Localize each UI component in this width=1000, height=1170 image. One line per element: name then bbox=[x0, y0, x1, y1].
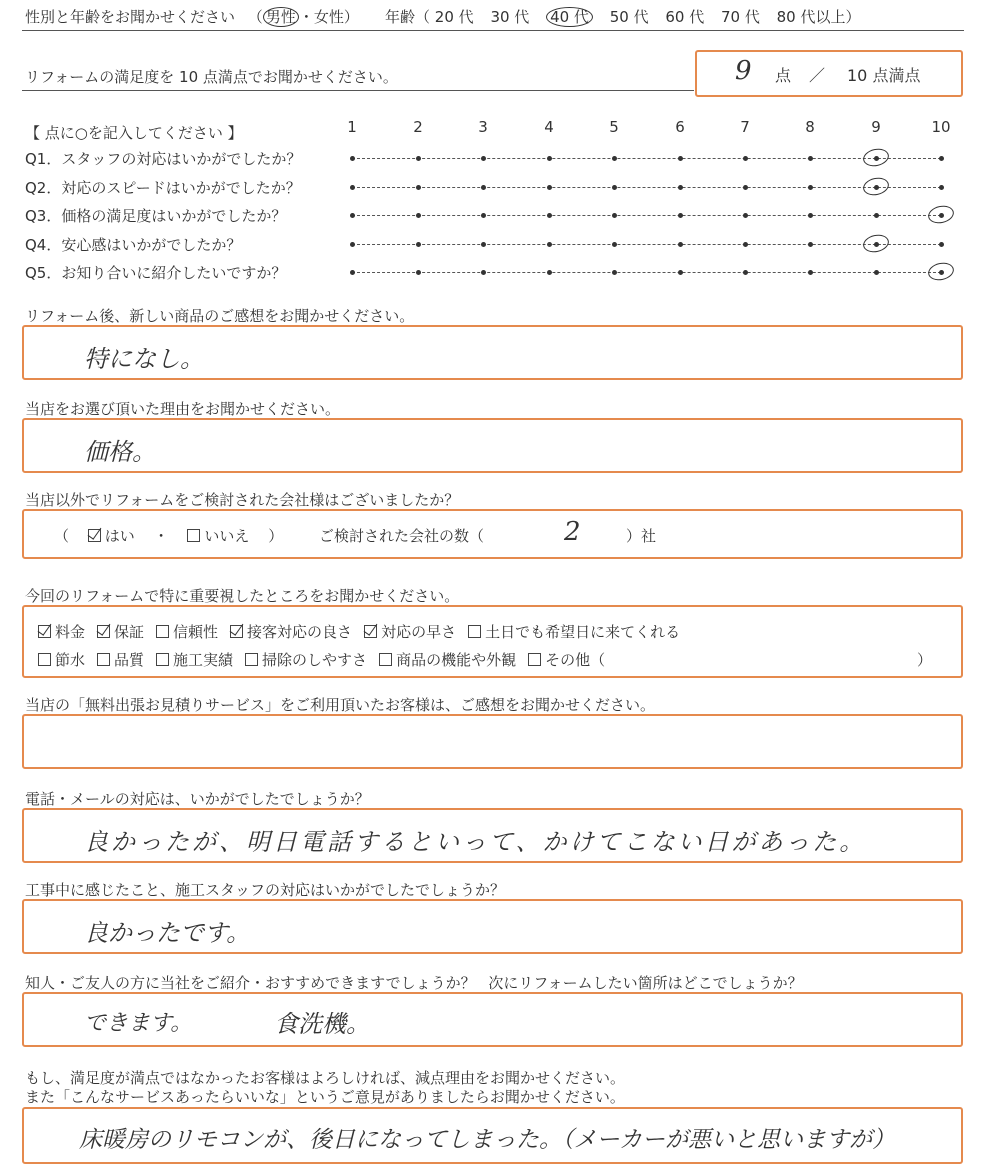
priority-option bbox=[230, 621, 352, 642]
priority-label: 保証 bbox=[114, 623, 145, 641]
rating-point[interactable] bbox=[808, 242, 813, 247]
company-count-label: ご検討された会社の数（ bbox=[319, 527, 485, 545]
rating-scale-line bbox=[352, 158, 941, 159]
company-count-value: 2 bbox=[564, 517, 581, 547]
no-checkbox[interactable] bbox=[187, 529, 200, 542]
priority-label: 信頼性 bbox=[173, 623, 219, 641]
rating-question-2: Q2．対応のスピードはいかがでしたか？ bbox=[25, 179, 301, 197]
priority-checkbox[interactable] bbox=[156, 653, 169, 666]
rating-point[interactable] bbox=[678, 213, 683, 218]
priority-checkbox[interactable] bbox=[156, 625, 169, 638]
deduction-question-1: もし、満足度が満点ではなかったお客様はよろしければ、減点理由をお聞かせください。 bbox=[25, 1069, 626, 1087]
priority-option bbox=[38, 621, 85, 642]
priority-checkbox[interactable] bbox=[97, 653, 110, 666]
rating-point[interactable] bbox=[743, 156, 748, 161]
priority-option bbox=[468, 621, 680, 642]
rating-question-4: Q4．安心感はいかがでしたか？ bbox=[25, 236, 242, 254]
rating-point[interactable] bbox=[612, 156, 617, 161]
rating-point[interactable] bbox=[416, 242, 421, 247]
yes-label: はい bbox=[104, 527, 135, 545]
phone-mail-question: 電話・メールの対応は、いかがでしたでしょうか？ bbox=[25, 790, 370, 808]
construction-answer: 良かったです。 bbox=[84, 919, 251, 947]
age-30: 30 代 bbox=[490, 8, 530, 26]
priority-checkbox[interactable] bbox=[379, 653, 392, 666]
priority-label: 接客対応の良さ bbox=[247, 623, 353, 641]
scale-number: 1 bbox=[347, 118, 357, 136]
priority-option bbox=[379, 649, 516, 670]
scale-number: 2 bbox=[413, 118, 423, 136]
construction-box bbox=[22, 899, 963, 954]
age-options: 年齢（ 20 代 30 代 40 代 50 代 60 代 70 代 80 代以上） bbox=[385, 8, 861, 26]
other-companies-box bbox=[22, 509, 963, 559]
rating-point[interactable] bbox=[350, 213, 355, 218]
scale-number: 3 bbox=[478, 118, 488, 136]
priority-checkbox[interactable] bbox=[528, 653, 541, 666]
priority-option bbox=[38, 649, 85, 670]
scale-number: 10 bbox=[931, 118, 951, 136]
rating-answer-circle bbox=[862, 232, 891, 254]
priority-option bbox=[245, 649, 367, 670]
reason-answer: 価格。 bbox=[84, 438, 156, 466]
age-20: 20 代 bbox=[434, 8, 474, 26]
score-slash: ／ bbox=[809, 66, 826, 85]
rating-point[interactable] bbox=[416, 213, 421, 218]
ratings-instruction: 【 点に○を記入してください 】 bbox=[25, 124, 243, 142]
rating-point[interactable] bbox=[612, 270, 617, 275]
rating-point[interactable] bbox=[481, 242, 486, 247]
deduction-box bbox=[22, 1107, 963, 1164]
rating-scale-line bbox=[352, 272, 941, 273]
no-label: いいえ bbox=[204, 527, 250, 545]
priority-option bbox=[97, 621, 144, 642]
rating-point[interactable] bbox=[547, 156, 552, 161]
priority-checkbox[interactable] bbox=[97, 625, 110, 638]
reason-box bbox=[22, 418, 963, 473]
construction-question: 工事中に感じたこと、施工スタッフの対応はいかがでしたでしょうか？ bbox=[25, 881, 506, 899]
rating-point[interactable] bbox=[547, 270, 552, 275]
rating-point[interactable] bbox=[547, 242, 552, 247]
impressions-answer: 特になし。 bbox=[84, 345, 204, 373]
priorities-row-2 bbox=[38, 649, 617, 670]
free-estimate-box bbox=[22, 714, 963, 769]
rating-point[interactable] bbox=[481, 270, 486, 275]
scale-number: 7 bbox=[740, 118, 750, 136]
rating-answer-circle bbox=[927, 203, 956, 225]
gender-male: 男性 bbox=[263, 7, 299, 27]
age-40: 40 代 bbox=[546, 7, 593, 27]
satisfaction-question: リフォームの満足度を 10 点満点でお聞かせください。 bbox=[25, 68, 398, 86]
impressions-question: リフォーム後、新しい商品のご感想をお聞かせください。 bbox=[25, 307, 415, 325]
gender-female: 女性 bbox=[313, 8, 344, 26]
rating-point[interactable] bbox=[743, 213, 748, 218]
rating-question-3: Q3．価格の満足度はいかがでしたか？ bbox=[25, 207, 287, 225]
priority-checkbox[interactable] bbox=[38, 653, 51, 666]
reason-question: 当店をお選び頂いた理由をお聞かせください。 bbox=[25, 400, 341, 418]
deduction-question-2: また「こんなサービスあったらいいな」というご意見がありましたらお聞かせください。 bbox=[25, 1088, 625, 1106]
rating-point[interactable] bbox=[547, 213, 552, 218]
age-80: 80 代以上） bbox=[776, 8, 861, 26]
priority-label: 品質 bbox=[114, 651, 145, 669]
other-companies-options: （ はい ・ いいえ ） bbox=[54, 527, 284, 545]
priority-label: 商品の機能や外観 bbox=[396, 651, 517, 669]
rating-point[interactable] bbox=[743, 270, 748, 275]
score-unit: 点 bbox=[775, 66, 792, 85]
priority-checkbox[interactable] bbox=[38, 625, 51, 638]
next-reform-answer: 食洗機。 bbox=[274, 1010, 370, 1038]
rating-point[interactable] bbox=[678, 185, 683, 190]
age-50: 50 代 bbox=[609, 8, 649, 26]
gender-question: 性別と年齢をお聞かせください （ 男性 ・女性） bbox=[25, 8, 359, 26]
rating-point[interactable] bbox=[874, 213, 879, 218]
priority-option bbox=[156, 621, 218, 642]
priorities-other-close: ） bbox=[917, 651, 933, 669]
priority-label: 施工実績 bbox=[173, 651, 234, 669]
rating-point[interactable] bbox=[678, 242, 683, 247]
rating-question-1: Q1．スタッフの対応はいかがでしたか？ bbox=[25, 150, 302, 168]
referral-box bbox=[22, 992, 963, 1047]
rating-point[interactable] bbox=[416, 270, 421, 275]
rating-point[interactable] bbox=[612, 213, 617, 218]
priority-option bbox=[528, 649, 605, 670]
company-count-close: ）社 bbox=[626, 527, 657, 545]
scale-number: 8 bbox=[805, 118, 815, 136]
rating-point[interactable] bbox=[678, 156, 683, 161]
other-companies-question: 当店以外でリフォームをご検討された会社様はございましたか？ bbox=[25, 491, 460, 509]
priority-label: 対応の早さ bbox=[381, 623, 457, 641]
priority-label: 料金 bbox=[55, 623, 86, 641]
rating-answer-circle bbox=[927, 260, 956, 282]
rating-point[interactable] bbox=[939, 185, 944, 190]
priority-label: 節水 bbox=[55, 651, 86, 669]
priority-checkbox[interactable] bbox=[245, 653, 258, 666]
scale-number: 4 bbox=[544, 118, 554, 136]
rating-point[interactable] bbox=[416, 156, 421, 161]
rating-point[interactable] bbox=[874, 270, 879, 275]
referral-question: 知人・ご友人の方に当社をご紹介・おすすめできますでしょうか？ 次にリフォームしたい箇所はどこでしょうか？ bbox=[25, 974, 803, 992]
rating-point[interactable] bbox=[612, 185, 617, 190]
yes-checkbox[interactable] bbox=[88, 529, 101, 542]
rating-point[interactable] bbox=[481, 185, 486, 190]
rating-point[interactable] bbox=[416, 185, 421, 190]
score-box bbox=[695, 50, 963, 97]
scale-number: 9 bbox=[871, 118, 881, 136]
header-rule bbox=[22, 30, 964, 31]
priority-option bbox=[97, 649, 144, 670]
priorities-row-1 bbox=[38, 621, 692, 642]
rating-question-5: Q5．お知り合いに紹介したいですか？ bbox=[25, 264, 287, 282]
rating-point[interactable] bbox=[350, 156, 355, 161]
rating-point[interactable] bbox=[808, 213, 813, 218]
score-max: 10 点満点 bbox=[847, 66, 921, 85]
rating-point[interactable] bbox=[547, 185, 552, 190]
age-60: 60 代 bbox=[665, 8, 705, 26]
referral-answer: できます。 bbox=[84, 1011, 193, 1036]
priority-label: 掃除のしやすさ bbox=[262, 651, 368, 669]
scale-number: 5 bbox=[609, 118, 619, 136]
rating-point[interactable] bbox=[350, 242, 355, 247]
priority-label: その他（ bbox=[545, 651, 606, 669]
phone-mail-box bbox=[22, 808, 963, 863]
phone-mail-answer: 良かったが、明日電話するといって、かけてこない日があった。 bbox=[84, 828, 867, 856]
priority-checkbox[interactable] bbox=[468, 625, 481, 638]
rating-point[interactable] bbox=[808, 185, 813, 190]
rating-point[interactable] bbox=[350, 185, 355, 190]
rating-point[interactable] bbox=[808, 156, 813, 161]
rating-point[interactable] bbox=[612, 242, 617, 247]
deduction-answer: 床暖房のリモコンが、後日になってしまった。（メーカーが悪いと思いますが） bbox=[79, 1127, 896, 1153]
rating-point[interactable] bbox=[743, 242, 748, 247]
priorities-question: 今回のリフォームで特に重要視したところをお聞かせください。 bbox=[25, 587, 460, 605]
satisfaction-rule bbox=[22, 90, 694, 91]
rating-point[interactable] bbox=[939, 242, 944, 247]
age-70: 70 代 bbox=[721, 8, 760, 26]
free-estimate-question: 当店の「無料出張お見積りサービス」をご利用頂いたお客様は、ご感想をお聞かせください。 bbox=[25, 696, 656, 714]
rating-scale-line bbox=[352, 215, 941, 216]
priority-checkbox[interactable] bbox=[230, 625, 243, 638]
rating-point[interactable] bbox=[350, 270, 355, 275]
rating-point[interactable] bbox=[678, 270, 683, 275]
rating-scale-line bbox=[352, 244, 941, 245]
rating-point[interactable] bbox=[743, 185, 748, 190]
rating-point[interactable] bbox=[481, 213, 486, 218]
rating-answer-circle bbox=[862, 146, 891, 168]
priority-option bbox=[364, 621, 456, 642]
rating-point[interactable] bbox=[481, 156, 486, 161]
rating-point[interactable] bbox=[939, 156, 944, 161]
rating-answer-circle bbox=[862, 175, 891, 197]
scale-number: 6 bbox=[675, 118, 685, 136]
impressions-box bbox=[22, 325, 963, 380]
score-value: 9 bbox=[735, 56, 752, 86]
priority-checkbox[interactable] bbox=[364, 625, 377, 638]
rating-scale-line bbox=[352, 187, 941, 188]
priorities-box bbox=[22, 605, 963, 678]
rating-point[interactable] bbox=[808, 270, 813, 275]
priority-label: 土日でも希望日に来てくれる bbox=[485, 623, 681, 641]
priority-option bbox=[156, 649, 233, 670]
